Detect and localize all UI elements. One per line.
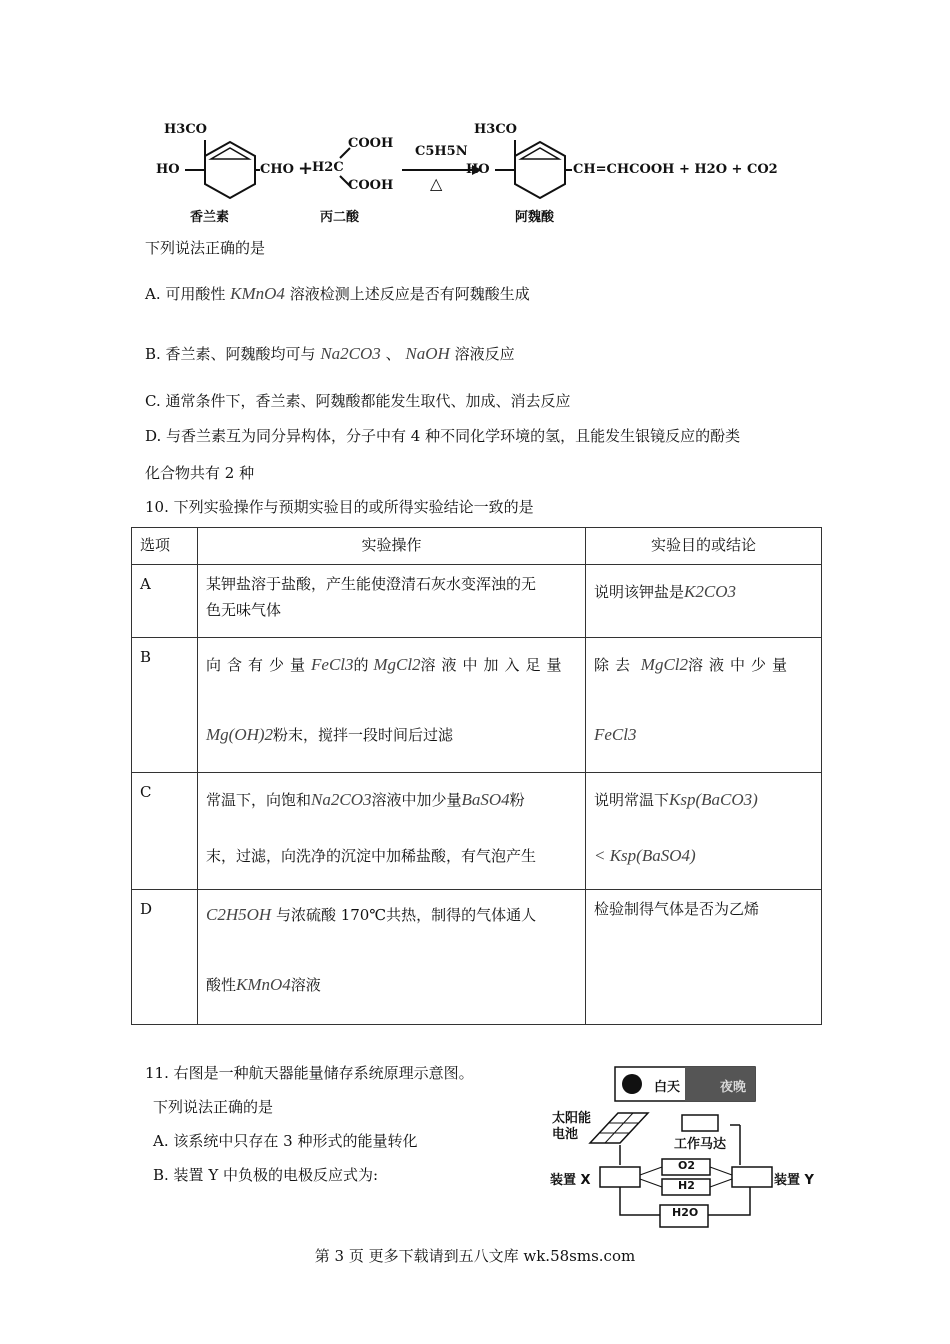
q11-stem: 11. 右图是一种航天器能量储存系统原理示意图。 <box>145 1064 474 1082</box>
vanillin-hydroxyl: HO <box>156 162 180 177</box>
row-c-operation: 常温下，向饱和Na2CO3溶液中加少量BaSO4粉 末，过滤，向洗净的沉淀中加稀盐酸，有气泡产生 <box>198 773 586 890</box>
page-footer: 第 3 页 更多下载请到五八文库 wk.58sms.com <box>314 1247 636 1265</box>
ferulic-ring <box>515 142 565 198</box>
row-d-operation: C2H5OH 与浓硫酸 170℃共热，制得的气体通人 酸性KMnO4溶液 <box>198 890 586 1025</box>
reaction-scheme <box>150 118 810 228</box>
ferulic-hydroxyl: HO <box>466 162 490 177</box>
malonic-cooh-bottom: COOH <box>348 178 394 193</box>
solar-label-2: 电池 <box>552 1127 579 1142</box>
row-b-option: B <box>132 638 198 773</box>
q9-option-b: B. 香兰素、阿魏酸均可与 Na2CO3 、 NaOH 溶液反应 <box>145 344 515 363</box>
q9-stem: 下列说法正确的是 <box>145 239 266 257</box>
o2-label: O2 <box>678 1159 696 1172</box>
row-d-conclusion: 检验制得气体是否为乙烯 <box>586 890 822 1025</box>
q11-option-b: B. 装置 Y 中负极的电极反应式为: <box>153 1166 379 1184</box>
chem-kmno4: KMnO4 <box>230 284 285 303</box>
chem-naoh: NaOH <box>405 344 450 363</box>
header-operation: 实验操作 <box>198 528 586 565</box>
experiment-table <box>131 527 822 1025</box>
ferulic-chain: CH=CHCOOH + H2O + CO2 <box>573 162 778 177</box>
header-option: 选项 <box>132 528 198 565</box>
day-label: 白天 <box>654 1080 681 1095</box>
ferulic-substituent: H3CO <box>474 122 517 137</box>
q11-option-a: A. 该系统中只存在 3 种形式的能量转化 <box>153 1132 418 1150</box>
row-a-option: A <box>132 565 198 638</box>
vanillin-label: 香兰素 <box>190 210 230 225</box>
vanillin-aldehyde: CHO <box>260 162 294 177</box>
night-label: 夜晚 <box>720 1080 747 1095</box>
ferulic-label: 阿魏酸 <box>515 210 555 225</box>
solar-label-1: 太阳能 <box>552 1111 592 1126</box>
row-b-operation: 向含有少量FeCl3的 MgCl2溶液中加入足量 Mg(OH)2粉末，搅拌一段时间后过滤 <box>198 638 586 773</box>
row-d-option: D <box>132 890 198 1025</box>
row-a-conclusion: 说明该钾盐是K2CO3 <box>586 565 822 638</box>
malonic-cooh-top: COOH <box>348 136 394 151</box>
h2o-label: H2O <box>672 1206 699 1219</box>
chem-na2co3: Na2CO3 <box>320 344 381 363</box>
table-header-row <box>132 528 822 565</box>
device-y-label: 装置 Y <box>774 1173 814 1188</box>
plus-sign: + <box>298 158 314 179</box>
malonic-ch2: H2C <box>312 160 344 175</box>
motor-label: 工作马达 <box>674 1137 727 1152</box>
header-conclusion: 实验目的或结论 <box>586 528 822 565</box>
catalyst: C5H5N <box>415 144 468 159</box>
energy-diagram <box>550 1065 820 1235</box>
row-b-conclusion: 除去 MgCl2溶液中少量 FeCl3 <box>586 638 822 773</box>
heat-symbol: △ <box>430 174 443 193</box>
device-x-label: 装置 X <box>550 1173 591 1188</box>
h2-label: H2 <box>678 1179 695 1192</box>
table-row <box>132 565 822 638</box>
q9-option-d-line1: D. 与香兰素互为同分异构体，分子中有 4 种不同化学环境的氢，且能发生银镜反应的酚类 <box>145 427 741 445</box>
q10-stem: 10. 下列实验操作与预期实验目的或所得实验结论一致的是 <box>145 498 534 516</box>
malonic-label: 丙二酸 <box>320 210 360 225</box>
vanillin-substituent: H3CO <box>164 122 207 137</box>
vanillin-ring <box>205 142 255 198</box>
row-c-option: C <box>132 773 198 890</box>
q9-option-c: C. 通常条件下，香兰素、阿魏酸都能发生取代、加成、消去反应 <box>145 392 571 410</box>
table-row <box>132 638 822 773</box>
q9-option-d-line2: 化合物共有 2 种 <box>145 464 255 482</box>
row-a-operation: 某钾盐溶于盐酸，产生能使澄清石灰水变浑浊的无 色无味气体 <box>198 565 586 638</box>
table-row <box>132 773 822 890</box>
table-row <box>132 890 822 1025</box>
row-c-conclusion: 说明常温下Ksp(BaCO3) < Ksp(BaSO4) <box>586 773 822 890</box>
q9-option-a: A. 可用酸性 KMnO4 溶液检测上述反应是否有阿魏酸生成 <box>145 284 530 303</box>
q11-sub: 下列说法正确的是 <box>153 1098 274 1116</box>
